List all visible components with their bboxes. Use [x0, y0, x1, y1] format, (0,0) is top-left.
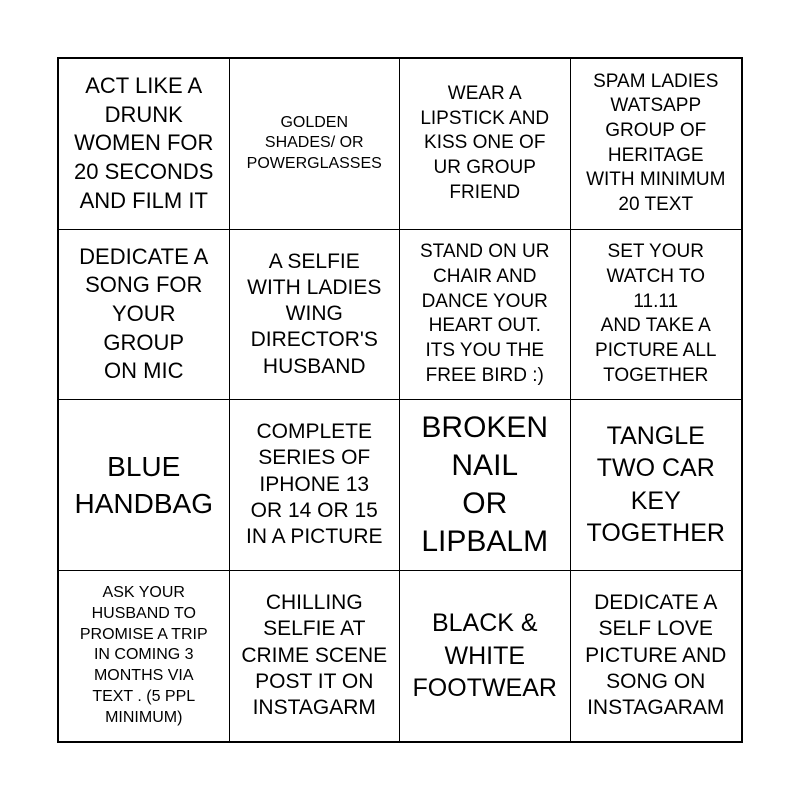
bingo-cell-r1-c3[interactable]: [400, 59, 571, 230]
bingo-cell-r3-c3[interactable]: [400, 400, 571, 571]
bingo-cell-r2-c1[interactable]: [59, 230, 230, 401]
cell-text: ACT LIKE A DRUNK WOMEN FOR 20 SECONDS AND FILM IT: [74, 73, 214, 213]
bingo-cell-r2-c3[interactable]: [400, 230, 571, 401]
cell-text: SET YOUR WATCH TO 11.11 AND TAKE A PICTURE ALL TOGETHER: [595, 241, 717, 386]
cell-text: DEDICATE A SELF LOVE PICTURE AND SONG ON INSTAGARAM: [585, 591, 727, 720]
bingo-cell-r3-c4[interactable]: [571, 400, 742, 571]
cell-text: TANGLE TWO CAR KEY TOGETHER: [586, 421, 725, 548]
bingo-cell-r4-c3[interactable]: [400, 571, 571, 742]
bingo-card: [57, 57, 743, 743]
cell-text: ASK YOUR HUSBAND TO PROMISE A TRIP IN COMING 3 MONTHS VIA TEXT . (5 PPL MINIMUM): [79, 583, 208, 726]
cell-text: DEDICATE A SONG FOR YOUR GROUP ON MIC: [79, 243, 209, 384]
cell-text: BROKEN NAIL OR LIPBALM: [421, 410, 549, 558]
bingo-cell-r4-c2[interactable]: [230, 571, 401, 742]
cell-text: SPAM LADIES WATSAPP GROUP OF HERITAGE WITH MINIMUM 20 TEXT: [586, 70, 726, 216]
bingo-cell-r1-c2[interactable]: [230, 59, 401, 230]
bingo-cell-r2-c4[interactable]: [571, 230, 742, 401]
cell-text: COMPLETE SERIES OF IPHONE 13 OR 14 OR 15 IN A PICTURE: [245, 420, 383, 549]
cell-text: BLACK & WHITE FOOTWEAR: [412, 609, 557, 702]
bingo-cell-r4-c1[interactable]: [59, 571, 230, 742]
bingo-cell-r1-c1[interactable]: [59, 59, 230, 230]
bingo-cell-r1-c4[interactable]: [571, 59, 742, 230]
cell-text: CHILLING SELFIE AT CRIME SCENE POST IT ON INSTAGARM: [241, 591, 388, 720]
cell-text: BLUE HANDBAG: [74, 450, 213, 519]
cell-text: GOLDEN SHADES/ OR POWERGLASSES: [246, 113, 382, 173]
cell-text: WEAR A LIPSTICK AND KISS ONE OF UR GROUP FRIEND: [420, 83, 550, 203]
bingo-cell-r3-c2[interactable]: [230, 400, 401, 571]
bingo-cell-r2-c2[interactable]: [230, 230, 401, 401]
bingo-cell-r4-c4[interactable]: [571, 571, 742, 742]
cell-text: STAND ON UR CHAIR AND DANCE YOUR HEART OUT. ITS YOU THE FREE BIRD :): [420, 241, 550, 386]
cell-text: A SELFIE WITH LADIES WING DIRECTOR'S HUSBAND: [247, 249, 382, 378]
bingo-cell-r3-c1[interactable]: [59, 400, 230, 571]
